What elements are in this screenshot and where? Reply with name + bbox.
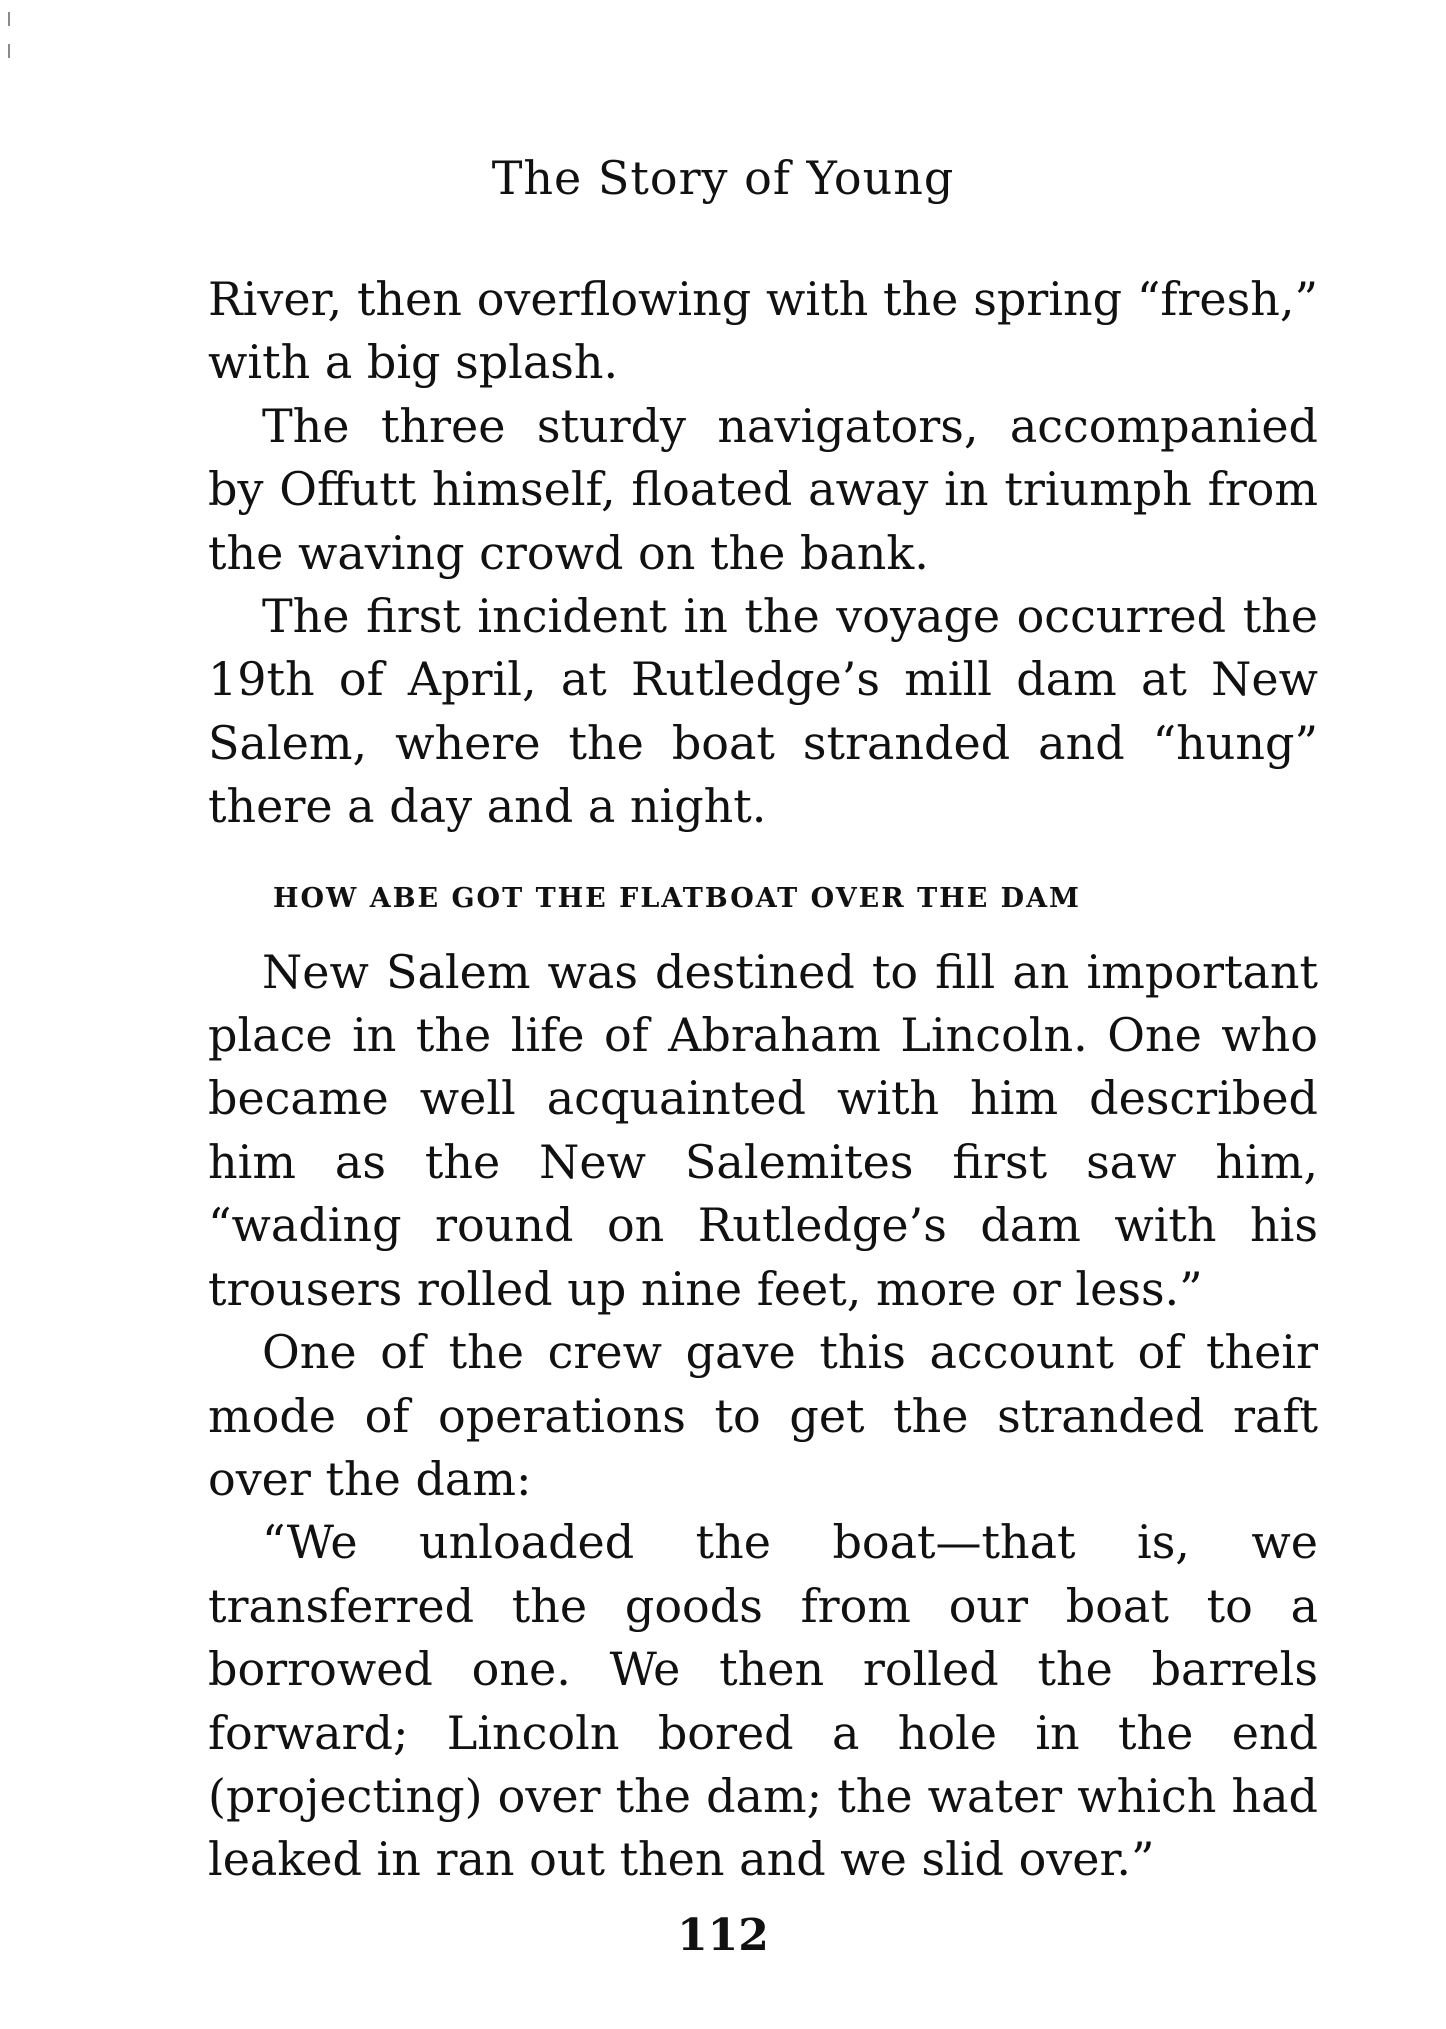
body-text	[208, 268, 1318, 1892]
margin-speck	[8, 12, 10, 26]
paragraph: “We unloaded the boat—that is, we transferred the goods from our boat to a borrowed one. We then rolled the barrels forward; Lincoln bored a hole in the end (projecting) over the dam; the water which had leaked in ran out then and we slid over.”	[208, 1515, 1318, 1887]
paragraph: The first incident in the voyage occurred the 19th of April, at Rutledge’s mill dam at New Salem, where the boat stranded and “hung” there a day and a night.	[208, 589, 1318, 834]
section-subheading: HOW ABE GOT THE FLATBOAT OVER THE DAM	[273, 882, 1081, 914]
paragraph: The three sturdy navigators, accompanied by Offutt himself, floated away in triumph from the waving crowd on the bank.	[208, 398, 1318, 580]
margin-speck	[8, 44, 10, 58]
paragraph: One of the crew gave this account of their mode of operations to get the stranded raft over the dam:	[208, 1325, 1318, 1506]
paragraph: River, then overflowing with the spring “fresh,” with a big splash.	[208, 272, 1318, 390]
page-number: 112	[677, 1910, 769, 1961]
running-head: The Story of Young	[491, 151, 955, 205]
paragraph: New Salem was destined to fill an important place in the life of Abraham Lincoln. One who became well acquainted with him described him as the New Salemites first saw him, “wading round on Rutledge’s dam with his trousers rolled up nine feet, more or less.”	[208, 944, 1318, 1316]
